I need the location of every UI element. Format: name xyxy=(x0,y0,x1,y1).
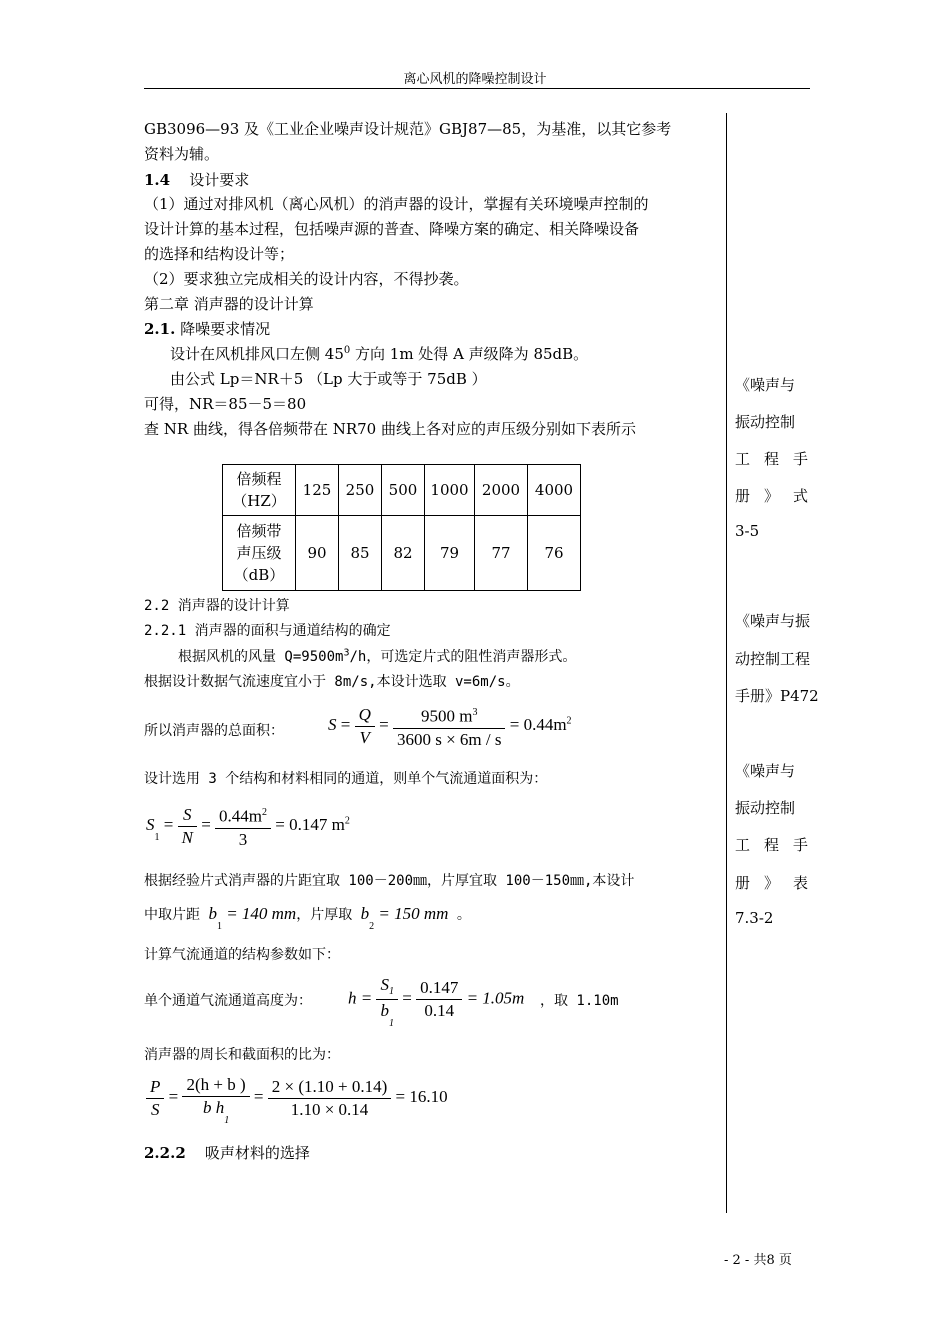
section-heading-2-2-1: 2.2.1 消声器的面积与通道结构的确定 xyxy=(144,623,391,639)
margin-note-line: 手册》P472 xyxy=(735,687,819,705)
fraction xyxy=(416,977,462,1022)
math-operator: = xyxy=(340,715,351,735)
header-rule xyxy=(144,88,810,89)
paragraph-line: 设计选用 3 个结构和材料相同的通道，则单个气流通道面积为： xyxy=(144,771,548,787)
table-cell: 500 xyxy=(382,465,425,516)
page-number: - 2 - 共8 页 xyxy=(724,1253,792,1268)
table-cell: 250 xyxy=(339,465,382,516)
math-result: = 0.44m xyxy=(509,715,567,735)
margin-note-line: 工程手 xyxy=(735,836,823,854)
numerator xyxy=(393,702,506,729)
numerator: Q xyxy=(355,704,375,727)
subscript: 1 xyxy=(216,921,222,932)
paragraph-line xyxy=(178,646,576,666)
numerator: 2(h + b ) xyxy=(182,1074,249,1097)
fraction xyxy=(215,802,271,851)
margin-note-line: 册》表 xyxy=(735,874,823,892)
text-span: 中取片距 xyxy=(144,907,200,923)
margin-note-line: 《噪声与 xyxy=(735,762,796,780)
numerator: S xyxy=(178,804,197,827)
table-cell: 79 xyxy=(425,516,475,591)
paragraph-line: 可得，NR＝85－5＝80 xyxy=(144,395,307,413)
fraction xyxy=(146,1076,164,1121)
margin-note-line: 振动控制 xyxy=(735,799,796,817)
table-cell: 77 xyxy=(475,516,528,591)
table-cell: 90 xyxy=(296,516,339,591)
equation-channel-area xyxy=(146,802,350,851)
equation-total-area xyxy=(328,702,572,751)
subscript: 1 xyxy=(388,1018,394,1029)
fraction xyxy=(268,1076,392,1121)
text-span: ，片厚取 xyxy=(296,907,353,923)
superscript: 3 xyxy=(343,647,350,659)
denominator: 0.14 xyxy=(424,1001,455,1020)
equation-perimeter-ratio xyxy=(146,1074,448,1126)
paragraph-line: GB3096—93 及《工业企业噪声设计规范》GBJ87—85，为基准，以其它参考 xyxy=(144,120,672,138)
math-value: = 140 mm xyxy=(226,904,297,923)
section-title: 设计要求 xyxy=(189,171,250,189)
section-heading-1-4 xyxy=(144,169,249,190)
paragraph-line: 所以消声器的总面积： xyxy=(144,723,284,739)
table-row xyxy=(223,465,581,516)
fraction xyxy=(355,704,375,749)
margin-note-line: 《噪声与振 xyxy=(735,612,811,630)
text-span: 根据风机的风量 Q=9500m xyxy=(178,649,344,665)
math-symbol: h = xyxy=(348,988,373,1008)
math-text: b h xyxy=(202,1098,225,1117)
section-number: 1.4 xyxy=(144,171,171,189)
table-cell: 1000 xyxy=(425,465,475,516)
math-operator: = xyxy=(379,715,389,735)
section-heading-2-1 xyxy=(144,318,270,339)
math-result: = 1.05m xyxy=(466,988,525,1008)
fraction xyxy=(182,1074,249,1126)
fraction xyxy=(178,804,197,849)
chapter-heading: 第二章 消声器的设计计算 xyxy=(144,295,314,313)
margin-note-line: 工程手 xyxy=(735,450,823,468)
table-cell: 125 xyxy=(296,465,339,516)
math-result: = 0.147 m xyxy=(275,815,345,835)
numerator: 2 × (1.10 + 0.14) xyxy=(268,1076,392,1099)
text-span: /h，可选定片式的阻性消声器形式。 xyxy=(349,649,577,665)
paragraph-line: ，取 1.10m xyxy=(540,993,619,1009)
margin-note-line: 7.3-2 xyxy=(735,909,774,927)
superscript: 2 xyxy=(344,815,350,827)
math-value: = 150 mm xyxy=(378,904,449,923)
math-operator: = xyxy=(201,815,211,835)
text-span: 方向 1m 处得 A 声级降为 85dB。 xyxy=(350,345,589,363)
denominator xyxy=(182,1097,249,1126)
paragraph-line xyxy=(170,343,588,364)
table-cell: 4000 xyxy=(528,465,581,516)
denominator: S xyxy=(150,1099,160,1119)
paragraph-line: 的选择和结构设计等； xyxy=(144,245,295,263)
sound-pressure-table xyxy=(222,464,581,591)
paragraph-line: 由公式 Lp＝NR＋5 （Lp 大于或等于 75dB ） xyxy=(170,370,487,388)
math-operator: = xyxy=(402,988,412,1008)
fraction xyxy=(376,974,398,1029)
table-header-cell xyxy=(223,465,296,516)
paragraph-line: 根据经验片式消声器的片距宜取 100－200㎜，片厚宜取 100－150㎜,本设计 xyxy=(144,873,635,889)
paragraph-line: （1）通过对排风机（离心风机）的消声器的设计，掌握有关环境噪声控制的 xyxy=(144,195,649,213)
subscript: 1 xyxy=(388,986,394,997)
section-heading-2-2: 2.2 消声器的设计计算 xyxy=(144,598,290,614)
section-number: 2.2.2 xyxy=(144,1144,186,1162)
section-number: 2.1. xyxy=(144,320,176,338)
section-title: 降噪要求情况 xyxy=(180,320,271,338)
cell-text: 声压级 xyxy=(236,544,282,562)
math-symbol: S xyxy=(146,815,155,835)
denominator: V xyxy=(359,727,370,747)
paragraph-line: 根据设计数据气流速度宜小于 8m/s,本设计选取 v=6m/s。 xyxy=(144,674,520,690)
margin-divider xyxy=(726,113,727,1213)
superscript: 3 xyxy=(472,707,478,718)
denominator: 1.10 × 0.14 xyxy=(290,1099,369,1119)
fraction xyxy=(393,702,506,751)
superscript: 2 xyxy=(262,807,268,818)
math-result: = 16.10 xyxy=(395,1086,448,1106)
margin-note-line: 动控制工程 xyxy=(735,650,811,668)
math-symbol: b xyxy=(360,904,370,923)
section-title: 吸声材料的选择 xyxy=(204,1144,310,1162)
subscript: 2 xyxy=(369,921,375,932)
margin-note-line: 《噪声与 xyxy=(735,376,796,394)
cell-text: （dB） xyxy=(233,566,285,584)
numerator: P xyxy=(146,1076,164,1099)
table-cell: 2000 xyxy=(475,465,528,516)
superscript: 2 xyxy=(566,715,572,727)
paragraph-line: 消声器的周长和截面积的比为： xyxy=(144,1047,340,1063)
table-header-cell xyxy=(223,516,296,591)
cell-text: （HZ） xyxy=(232,492,286,510)
paragraph-line xyxy=(144,904,471,932)
denominator: N xyxy=(181,827,193,847)
math-inline-b2 xyxy=(360,904,449,932)
cell-text: 倍频程 xyxy=(236,470,282,488)
math-operator: = xyxy=(253,1086,264,1106)
subscript: 1 xyxy=(154,832,160,844)
text-span: 设计在风机排风口左侧 45 xyxy=(170,345,344,363)
paragraph-line: 计算气流通道的结构参数如下： xyxy=(144,947,340,963)
table-row xyxy=(223,516,581,591)
math-text: 0.44m xyxy=(219,806,263,826)
denominator xyxy=(376,1000,398,1029)
math-symbol: b xyxy=(208,904,217,923)
denominator: 3 xyxy=(238,829,248,849)
numerator: 0.147 xyxy=(416,977,462,1000)
table-cell: 82 xyxy=(382,516,425,591)
numerator xyxy=(376,974,398,1000)
subscript: 1 xyxy=(224,1115,230,1126)
math-text: b xyxy=(380,1001,389,1020)
math-operator: = xyxy=(163,815,174,835)
denominator: 3600 s × 6m / s xyxy=(396,729,502,749)
math-symbol: S xyxy=(328,715,337,735)
margin-note-line: 振动控制 xyxy=(735,413,796,431)
math-text: S xyxy=(380,975,389,994)
margin-note-line: 册》式 xyxy=(735,487,823,505)
margin-note-line: 3-5 xyxy=(735,522,760,540)
paragraph-line: 单个通道气流通道高度为： xyxy=(144,993,312,1009)
math-operator: = xyxy=(168,1086,179,1106)
math-inline-b1 xyxy=(208,904,297,932)
section-heading-2-2-2 xyxy=(144,1142,310,1163)
degree-superscript: 0 xyxy=(343,345,351,356)
paragraph-line: 资料为辅。 xyxy=(144,145,220,163)
table-cell: 76 xyxy=(528,516,581,591)
paragraph-line: 查 NR 曲线，得各倍频带在 NR70 曲线上各对应的声压级分别如下表所示 xyxy=(144,420,636,438)
paragraph-line: （2）要求独立完成相关的设计内容，不得抄袭。 xyxy=(144,270,469,288)
text-span: 。 xyxy=(456,907,471,923)
cell-text: 倍频带 xyxy=(236,522,282,540)
equation-channel-height xyxy=(348,974,525,1029)
math-text: 9500 m xyxy=(420,706,473,726)
table-cell: 85 xyxy=(339,516,382,591)
page-header-title: 离心风机的降噪控制设计 xyxy=(403,72,547,87)
paragraph-line: 设计计算的基本过程，包括噪声源的普查、降噪方案的确定、相关降噪设备 xyxy=(144,220,640,238)
numerator xyxy=(215,802,271,829)
